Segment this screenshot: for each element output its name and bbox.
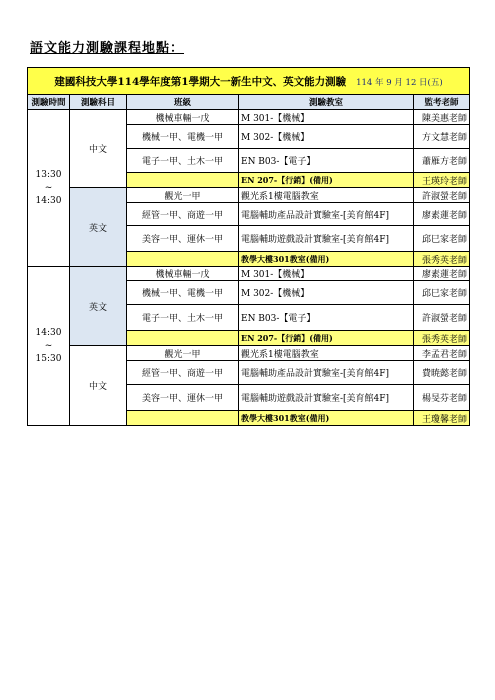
proctor-cell: 許淑螢老師 (414, 188, 470, 203)
session1-time: 13:30 ~ 14:30 (28, 110, 70, 267)
room-cell: M 301-【機械】 (239, 110, 414, 125)
class-cell: 機械車輛一戊 (127, 267, 239, 281)
room-cell: 電腦輔助遊戲設計實驗室-[美育館4F] (239, 385, 414, 411)
table-row (28, 188, 470, 203)
proctor-cell: 廖素蓮老師 (414, 203, 470, 226)
header-room: 測驗教室 (239, 95, 414, 110)
class-cell: 機械一甲、電機一甲 (127, 125, 239, 149)
room-cell: M 302-【機械】 (239, 125, 414, 149)
room-cell: 電腦輔助產品設計實驗室-[美育館4F] (239, 203, 414, 226)
proctor-cell: 邱巳家老師 (414, 226, 470, 252)
class-cell: 經管一甲、商遊一甲 (127, 203, 239, 226)
class-cell: 機械一甲、電機一甲 (127, 281, 239, 305)
room-cell: 觀光系1樓電腦教室 (239, 346, 414, 361)
session2-subject-chinese: 中文 (70, 346, 127, 426)
room-cell: EN B03-【電子】 (239, 149, 414, 173)
class-cell (127, 252, 239, 267)
session1-subject-english: 英文 (70, 188, 127, 267)
page-heading: 語文能力測驗課程地點： (30, 41, 185, 56)
class-cell: 觀光一甲 (127, 346, 239, 361)
header-time: 測驗時間 (28, 95, 70, 110)
room-cell: EN B03-【電子】 (239, 305, 414, 331)
proctor-cell: 王瑛玲老師 (414, 173, 470, 188)
room-cell: EN 207-【行銷】(備用) (239, 331, 414, 346)
class-cell (127, 173, 239, 188)
exam-date: 114 年 9 月 12 日(五) (356, 77, 443, 88)
room-cell: EN 207-【行銷】(備用) (239, 173, 414, 188)
room-cell: 教學大樓301教室(備用) (239, 252, 414, 267)
class-cell: 機械車輛一戊 (127, 110, 239, 125)
table-row (28, 110, 470, 125)
table-row (28, 267, 470, 281)
title-row (28, 68, 470, 95)
class-cell: 美容一甲、運休一甲 (127, 385, 239, 411)
exam-schedule-table (27, 67, 470, 426)
proctor-cell: 邱巳家老師 (414, 281, 470, 305)
proctor-cell: 楊旻芬老師 (414, 385, 470, 411)
class-cell (127, 411, 239, 426)
class-cell: 經管一甲、商遊一甲 (127, 361, 239, 385)
proctor-cell: 王瓊馨老師 (414, 411, 470, 426)
proctor-cell: 費暁懿老師 (414, 361, 470, 385)
session2-subject-english: 英文 (70, 267, 127, 346)
room-cell: 教學大樓301教室(備用) (239, 411, 414, 426)
proctor-cell: 李孟君老師 (414, 346, 470, 361)
title-main: 建國科技大學114學年度第1學期大一新生中文、英文能力測驗 (54, 75, 347, 88)
header-subject: 測驗科目 (70, 95, 127, 110)
session2-time: 14:30 ~ 15:30 (28, 267, 70, 426)
proctor-cell: 陳美惠老師 (414, 110, 470, 125)
class-cell: 電子一甲、土木一甲 (127, 149, 239, 173)
header-row (28, 95, 470, 110)
room-cell: 電腦輔助遊戲設計實驗室-[美育館4F] (239, 226, 414, 252)
header-class: 班級 (127, 95, 239, 110)
class-cell: 美容一甲、運休一甲 (127, 226, 239, 252)
room-cell: M 302-【機械】 (239, 281, 414, 305)
room-cell: 電腦輔助產品設計實驗室-[美育館4F] (239, 361, 414, 385)
proctor-cell: 張秀英老師 (414, 331, 470, 346)
proctor-cell: 張秀英老師 (414, 252, 470, 267)
proctor-cell: 蕭雁方老師 (414, 149, 470, 173)
class-cell: 電子一甲、土木一甲 (127, 305, 239, 331)
proctor-cell: 廖素蓮老師 (414, 267, 470, 281)
room-cell: 觀光系1樓電腦教室 (239, 188, 414, 203)
table-title (28, 68, 470, 95)
session1-subject-chinese: 中文 (70, 110, 127, 188)
room-cell: M 301-【機械】 (239, 267, 414, 281)
header-proctor: 監考老師 (414, 95, 470, 110)
proctor-cell: 許淑螢老師 (414, 305, 470, 331)
table-row (28, 346, 470, 361)
class-cell (127, 331, 239, 346)
proctor-cell: 方文慧老師 (414, 125, 470, 149)
class-cell: 觀光一甲 (127, 188, 239, 203)
